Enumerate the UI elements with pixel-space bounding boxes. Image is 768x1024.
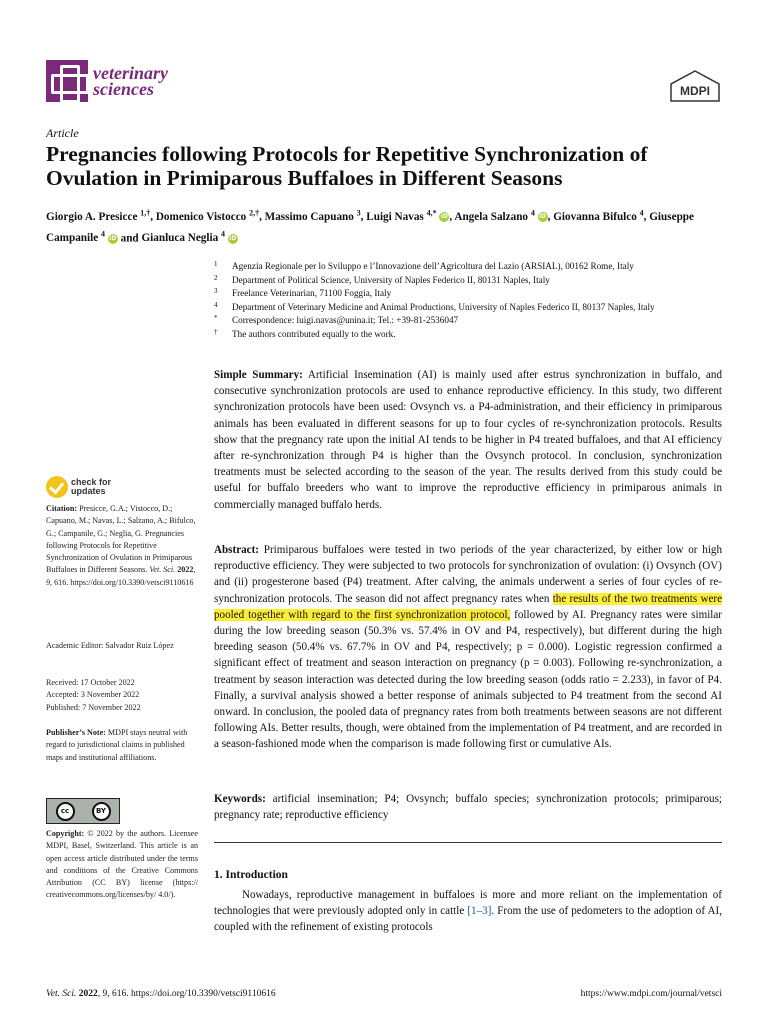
affiliation-item: 4 Department of Veterinary Medicine and Animal Productions, University of Naples Federico II, 80137 Naples, Italy — [214, 300, 655, 312]
affiliation-item: † The authors contributed equally to the work. — [214, 327, 396, 339]
footer-journal-url[interactable]: https://www.mdpi.com/journal/vetsci — [580, 989, 722, 999]
cc-by-license-icon[interactable]: cc BY — [46, 798, 120, 824]
article-title: Pregnancies following Protocols for Repetitive Synchronization of Ovulation in Primiparous Buffaloes in Different Seasons — [46, 142, 648, 190]
author-name[interactable]: Gianluca Neglia $^4$ — [141, 229, 226, 245]
mdpi-logo[interactable] — [668, 70, 722, 102]
citation-link[interactable]: [1–3] — [467, 905, 492, 918]
orcid-icon[interactable]: iD — [440, 213, 448, 221]
academic-editor: Academic Editor: Salvador Ruiz López — [46, 641, 174, 650]
affiliation-item: * Correspondence: luigi.navas@unina.it; Tel.: +39-81-2536047 — [214, 314, 459, 325]
check-updates-icon — [46, 476, 68, 498]
simple-summary-text: Artificial Insemination (AI) is mainly used after estrus synchronization in buffalo, and consecutive synchronization protocols are used to enhance reproductive efficiency. In this study, two different synchronization protocols have been used: Ovsynch vs. a P4-administration, and their efficiency in primiparous animals has been evaluated in different seasons for up to four cycles of re-synchronization protocols. Results show that the pregnancy rate upon the initial AI tends to be higher in P4 treated buffaloes, and that AI efficiency after re-synchronization through P4 is higher than the Ovsynch protocol. In conclusion, synchronization treatments must be selected according to the season of the year. The results derived from this study could be useful for buffalo breeders who want to improve the reproductive efficiency in primiparous animals in commercially managed buffalo herds. — [214, 369, 722, 511]
author-name[interactable]: Giorgio A. Presicce $^{1,\dagger}$ — [46, 208, 151, 223]
citation-block: Citation: Presicce, G.A.; Vistocco, D.; Capuano, M.; Navas, L.; Salzano, A.; Bifulco, G.; Campanile, G.; Neglia, G. Pregnancies following Protocols for Repetitive Synchronization of Ovulation in Primiparous Buffaloes in Different Seasons. Vet. Sci. 2022, 9, 616. https://doi.org/10.3390/vetsci9110616 — [46, 504, 196, 587]
author-name[interactable]: Angela Salzano $^4$ — [454, 208, 535, 223]
publication-dates — [46, 677, 198, 714]
keywords-label: Keywords: — [214, 793, 266, 805]
orcid-icon[interactable]: iD — [229, 234, 237, 242]
author-name[interactable]: Domenico Vistocco $^{2,\dagger}$ — [155, 208, 260, 223]
abstract-text-cont: followed by AI. Pregnancy rates were similar during the low breeding season (50.3% vs. 57.4% in OV and P4, respectively), but different during the high breeding season (50.4% vs. 67.7% in OV and P4, respectively; p = 0.000). Logistic regression confirmed a significant effect of treatment and season interaction on pregnancy (p = 0.003). Following re-synchronization, a treatment by season interaction was detected during the low breeding season (odds ratio = 2.233), in favor of P4. Finally, a survival analysis showed a better response of animals subjected to P4 treatment from the second AI onward. In conclusion, the pooled data of pregnancy rates from both treatments between seasons are not different following AIs. Better results, though, were obtained from the implementation of P4 treatment, and are recorded in a season-fashioned mode when the comparison is made following first or cumulative AIs. — [214, 608, 722, 751]
simple-summary — [214, 367, 722, 513]
abstract-text: Primiparous buffaloes were tested in two periods of the year characterized, by either low or high reproductive efficiency. They were subjected to two protocols for synchronization of ovulation: (i) Ovsynch (OV) and (ii) progesterone based (P4) treatment. After calving, the animals underwent a series of four cycles of re-synchronization protocols. The season did not affect pregnancy rates when — [214, 544, 722, 605]
affiliations — [214, 260, 734, 341]
journal-name: veterinary sciences — [93, 63, 168, 99]
affiliation-item: 2 Department of Political Science, University of Naples Federico II, 80131 Naples, Italy — [214, 273, 550, 285]
publisher-name: MDPI — [680, 84, 710, 98]
journal-logo[interactable] — [46, 60, 168, 102]
published-date: Published: 7 November 2022 — [46, 702, 141, 712]
author-name[interactable]: Giuseppe Campanile $^4$ — [46, 210, 694, 245]
orcid-icon[interactable]: iD — [539, 213, 547, 221]
author-list: Giorgio A. Presicce $^{1,\dagger}$, Domenico Vistocco $^{2,\dagger}$, Massimo Capuano $^3$, Luigi Navas $^{4,*}$ iD, Angela Salzano $^4$ iD, Giovanna Bifulco $^4$, Giuseppe Campanile $^4$ iD and Gianluca Neglia $^4$ iD — [46, 208, 694, 245]
orcid-icon[interactable]: iD — [109, 234, 117, 242]
article-type: Article — [46, 126, 79, 140]
check-for-updates-button[interactable]: check for updates — [46, 476, 111, 498]
introduction-text: Nowadays, reproductive management in buffaloes is more and more reliant on the implementation of technologies that were previously adopted only in cattle [1–3]. From the use of pedometers to the adoption of AI, coupled with the refinement of existing protocols — [214, 889, 722, 934]
footer-citation: Vet. Sci. 2022, 9, 616. https://doi.org/10.3390/vetsci9110616 — [46, 989, 276, 999]
abstract — [214, 542, 722, 753]
section-heading-introduction: 1. Introduction — [214, 869, 288, 881]
copyright-notice: Copyright: © 2022 by the authors. Licensee MDPI, Basel, Switzerland. This article is an open access article distributed under the terms and conditions of the Creative Commons Attribution (CC BY) license (https:// creativecommons.org/licenses/by/ 4.0/). — [46, 829, 198, 900]
abstract-highlight[interactable]: the results of the two treatments were pooled together with regard to the first synchronization protocol, — [214, 592, 722, 621]
simple-summary-label: Simple Summary: — [214, 369, 303, 381]
keywords — [214, 791, 722, 823]
publisher-note: Publisher’s Note: MDPI stays neutral with regard to jurisdictional claims in published maps and institutional affiliations. — [46, 728, 188, 762]
keywords-text: artificial insemination; P4; Ovsynch; buffalo species; synchronization protocols; primiparous; pregnancy rate; reproductive efficiency — [214, 793, 722, 822]
received-date: Received: 17 October 2022 — [46, 678, 135, 687]
divider — [214, 842, 722, 843]
author-name[interactable]: Massimo Capuano $^3$ — [264, 208, 361, 223]
accepted-date: Accepted: 3 November 2022 — [46, 690, 140, 700]
journal-cross-icon — [46, 60, 88, 102]
citation-doi[interactable]: , 616. https://doi.org/10.3390/vetsci9110616 — [50, 577, 194, 587]
affiliation-item: 3 Freelance Veterinarian, 71100 Foggia, Italy — [214, 287, 392, 298]
author-name[interactable]: Luigi Navas $^{4,*}$ — [366, 208, 437, 223]
affiliation-item: 1 Agenzia Regionale per lo Sviluppo e l’Innovazione dell’Agricoltura del Lazio (ARSIAL), 00162 Rome, Italy — [214, 260, 634, 271]
abstract-label: Abstract: — [214, 544, 259, 556]
author-name[interactable]: Giovanna Bifulco $^4$ — [553, 208, 644, 223]
